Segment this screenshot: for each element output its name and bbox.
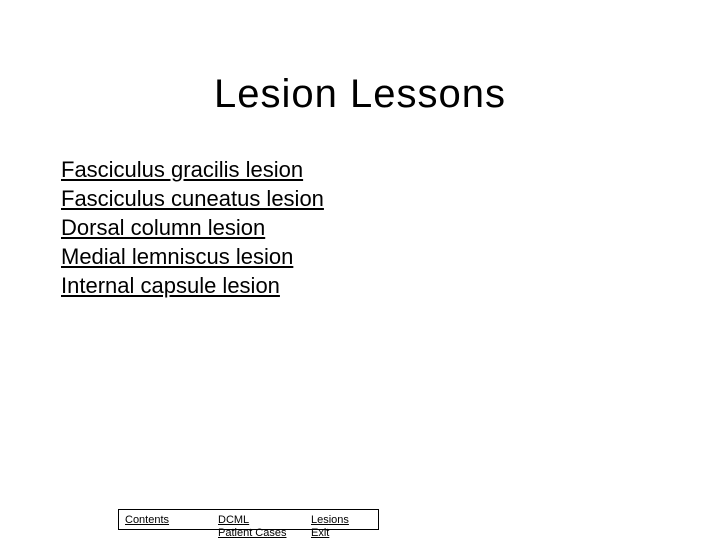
link-fasciculus-cuneatus-lesion[interactable]: Fasciculus cuneatus lesion: [61, 186, 324, 211]
list-item: [61, 184, 324, 213]
link-dorsal-column-lesion[interactable]: Dorsal column lesion: [61, 215, 266, 240]
lesson-link-list: [61, 155, 324, 300]
page-title: Lesion Lessons: [214, 72, 506, 116]
contents-link[interactable]: Contents: [125, 514, 170, 526]
lesions-link[interactable]: Lesions: [311, 514, 349, 526]
link-internal-capsule-lesion[interactable]: Internal capsule lesion: [61, 273, 280, 298]
exit-link[interactable]: Exit: [311, 527, 330, 539]
patient-cases-link[interactable]: Patient Cases: [218, 527, 287, 539]
dcml-link[interactable]: DCML: [218, 514, 250, 526]
list-item: [61, 213, 324, 242]
list-item: [61, 155, 324, 184]
footer-nav-bar: [118, 509, 379, 539]
link-fasciculus-gracilis-lesion[interactable]: Fasciculus gracilis lesion: [61, 157, 304, 182]
link-medial-lemniscus-lesion[interactable]: Medial lemniscus lesion: [61, 244, 294, 269]
list-item: [61, 271, 324, 300]
list-item: [61, 242, 324, 271]
